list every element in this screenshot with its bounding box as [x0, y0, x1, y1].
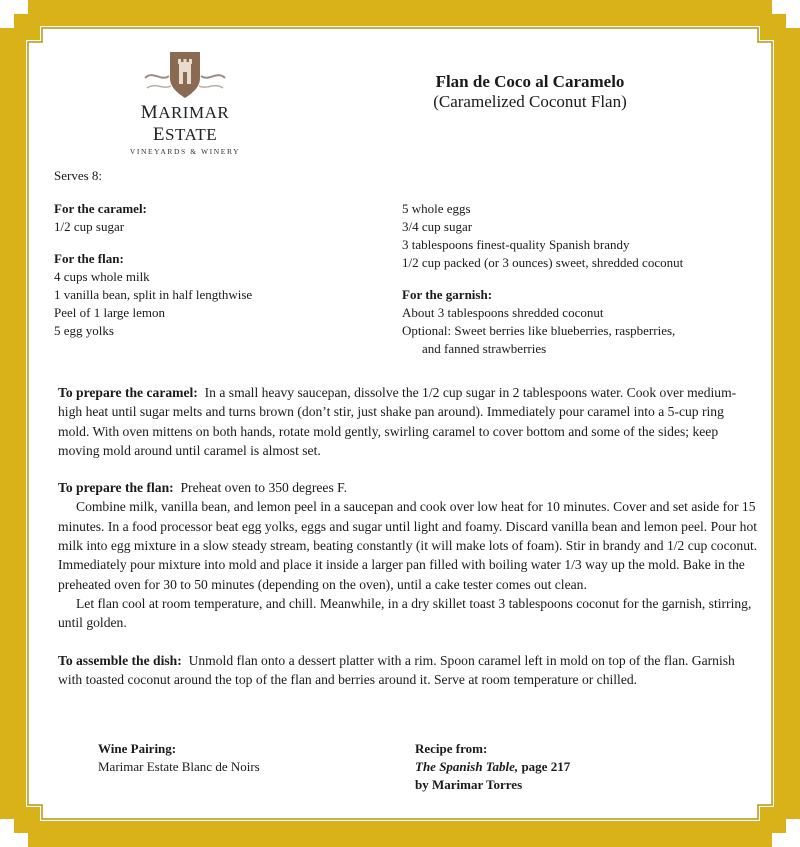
ingredient-item: 5 whole eggs — [402, 201, 471, 216]
source-heading: Recipe from: — [415, 741, 488, 756]
wine-heading: Wine Pairing: — [98, 741, 177, 756]
wine-pairing — [98, 740, 260, 776]
recipe-source — [415, 740, 570, 794]
recipe-title-block — [380, 72, 680, 112]
serves-count: Serves 8: — [54, 168, 103, 183]
ingredient-item: 3 tablespoons finest-quality Spanish brandy — [402, 237, 630, 252]
caramel-step — [58, 383, 758, 460]
ingredient-item: 1 vanilla bean, split in half lengthwise — [54, 287, 253, 302]
ingredient-item: 4 cups whole milk — [54, 269, 150, 284]
recipe-title: Flan de Coco al Caramelo — [435, 72, 625, 91]
ingredient-item: and fanned strawberries — [422, 341, 547, 356]
ingredient-item: Optional: Sweet berries like blueberries, raspberries, — [402, 323, 676, 338]
ingredient-item: 1/2 cup packed (or 3 ounces) sweet, shredded coconut — [402, 255, 684, 270]
winery-logo — [110, 48, 260, 156]
step-heading: To prepare the caramel: — [58, 385, 198, 400]
ingredients-right-column — [402, 200, 683, 358]
ingredient-item: 5 egg yolks — [54, 323, 114, 338]
ingredient-item: 3/4 cup sugar — [402, 219, 473, 234]
garnish-heading: For the garnish: — [402, 287, 493, 302]
step-text: Unmold flan onto a dessert platter with a rim. Spoon caramel left in mold on top of the flan. Garnish with toasted coconut around the top of the flan and berries around it. Serve at room temperature or chilled. — [58, 652, 735, 687]
assemble-step — [58, 651, 758, 690]
wine-value: Marimar Estate Blanc de Noirs — [98, 759, 260, 774]
step-text: In a small heavy saucepan, dissolve the 1/2 cup sugar in 2 tablespoons water. Cook over medium-high heat until sugar melts and turns brown (don’t stir, just shake pan around). Immediately pour caramel into a 5-cup ring mold. With oven mittens on both hands, rotate mold gently, swirling caramel to cover bottom and some of the sides; keep moving mold around until caramel is almost set. — [58, 385, 737, 458]
step-heading: To prepare the flan: — [58, 480, 174, 496]
instructions — [58, 383, 758, 707]
brand-tagline: VINEYARDS & WINERY — [129, 147, 241, 156]
step-text: Let flan cool at room temperature, and chill. Meanwhile, in a dry skillet toast 3 tablespoons coconut for the garnish, stirring, until golden. — [58, 595, 752, 631]
step-text: Combine milk, vanilla bean, and lemon peel in a saucepan and cook over low heat for 10 minutes. Cover and set aside for 15 minutes. In a food processor beat egg yolks, eggs and sugar until light and foamy. Discard vanilla bean and lemon peel. Pour hot milk into egg mixture in a slow steady stream, beating constantly (it will make lots of foam). Stir in brandy and 1/2 cup coconut. Immediately pour mixture into mold and place it inside a larger pan filled with boiling water 1/3 way up the mold. Bake in the preheated oven for 30 to 50 minutes (depending on the oven), until a cake tester comes out clean. — [58, 499, 758, 592]
book-title: The Spanish Table, — [415, 759, 519, 774]
recipe-subtitle: (Caramelized Coconut Flan) — [433, 92, 627, 111]
caramel-heading: For the caramel: — [54, 201, 147, 216]
shield-crest-icon — [141, 48, 229, 100]
step-heading: To assemble the dish: — [58, 652, 182, 668]
ingredient-item: About 3 tablespoons shredded coconut — [402, 305, 604, 320]
book-page: page 217 — [521, 759, 571, 774]
flan-heading: For the flan: — [54, 251, 124, 266]
ingredient-item: 1/2 cup sugar — [54, 219, 125, 234]
book-author: by Marimar Torres — [415, 777, 523, 792]
ingredient-item: Peel of 1 large lemon — [54, 305, 165, 320]
brand-name: MARIMAR ESTATE — [140, 102, 230, 145]
step-text: Preheat oven to 350 degrees F. — [180, 480, 348, 496]
ingredients-left-column — [54, 200, 252, 340]
flan-step — [58, 478, 758, 632]
